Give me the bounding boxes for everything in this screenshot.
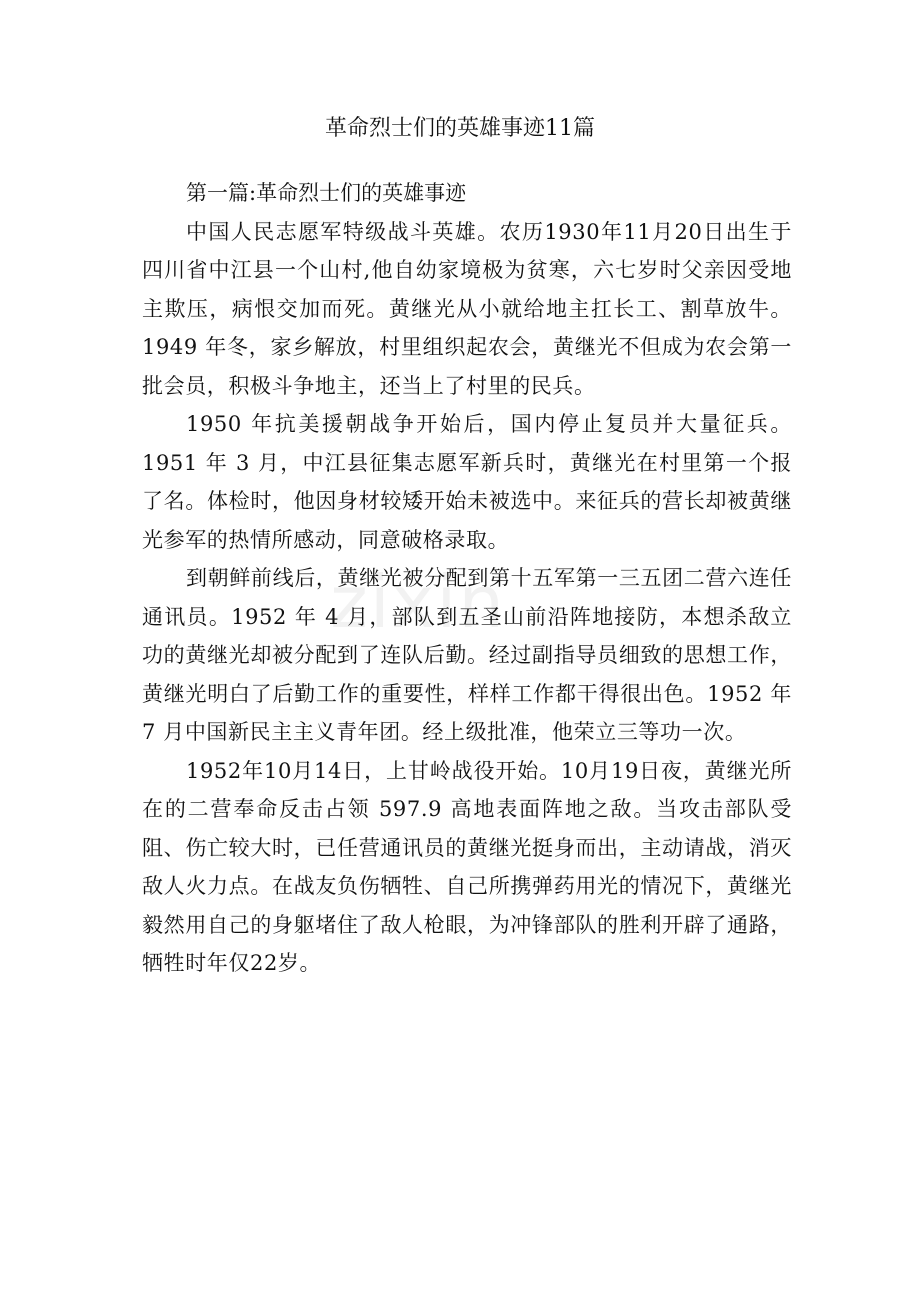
document-title: 革命烈士们的英雄事迹11篇 [325, 116, 595, 141]
document-body [142, 174, 792, 983]
paragraph-2: 1950 年抗美援朝战争开始后，国内停止复员并大量征兵。1951 年 3 月，中江县征集志愿军新兵时，黄继光在村里第一个报了名。体检时，他因身材较矮开始未被选中。来征兵的营长却被黄继光参军的热情所感动，同意破格录取。 [142, 412, 792, 552]
paragraph-1: 中国人民志愿军特级战斗英雄。农历1930年11月20日出生于四川省中江县一个山村,他自幼家境极为贫寒，六七岁时父亲因受地主欺压，病恨交加而死。黄继光从小就给地主扛长工、割草放牛。1949 年冬，家乡解放，村里组织起农会，黄继光不但成为农会第一批会员，积极斗争地主，还当上了村里的民兵。 [142, 219, 792, 398]
section-heading: 第一篇:革命烈士们的英雄事迹 [186, 181, 467, 205]
watermark: zixin [330, 560, 507, 644]
paragraph-3: 到朝鲜前线后，黄继光被分配到第十五军第一三五团二营六连任通讯员。1952 年 4 月，部队到五圣山前沿阵地接防，本想杀敌立功的黄继光却被分配到了连队后勤。经过副指导员细致的思想工作，黄继光明白了后勤工作的重要性，样样工作都干得很出色。1952 年 7 月中国新民主主义青年团。经上级批准，他荣立三等功一次。 [142, 566, 792, 744]
paragraph-4: 1952年10月14日，上甘岭战役开始。10月19日夜，黄继光所在的二营奉命反击占领 597.9 高地表面阵地之敌。当攻击部队受阻、伤亡较大时，已任营通讯员的黄继光挺身而出，主动请战，消灭敌人火力点。在战友负伤牺牲、自己所携弹药用光的情况下，黄继光毅然用自己的身躯堵住了敌人枪眼，为冲锋部队的胜利开辟了通路，牺牲时年仅22岁。 [142, 758, 792, 975]
